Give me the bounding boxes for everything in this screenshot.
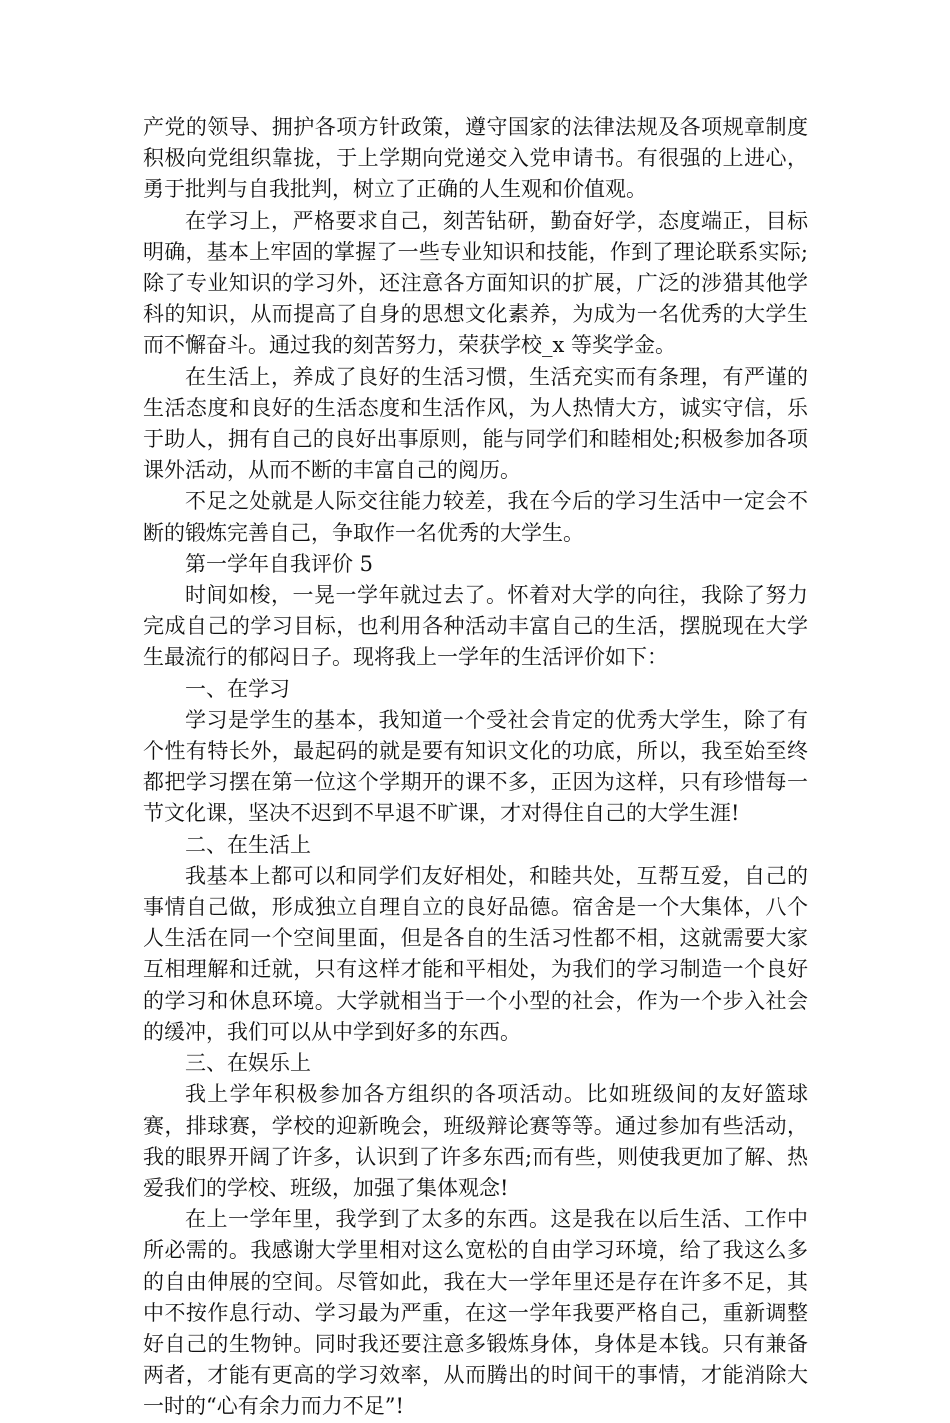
paragraph-intro: 时间如梭，一晃一学年就过去了。怀着对大学的向往，我除了努力完成自己的学习目标，也利用各种活动丰富自己的生活，摆脱现在大学生最流行的郁闷日子。现将我上一学年的生活评价如下： — [143, 583, 808, 670]
heading-life: 二、在生活上 — [185, 832, 311, 857]
heading-study: 一、在学习 — [185, 676, 290, 701]
paragraph-shortcomings: 不足之处就是人际交往能力较差，我在今后的学习生活中一定会不断的锻炼完善自己，争取作一名优秀的大学生。 — [143, 489, 808, 545]
heading-entertainment: 三、在娱乐上 — [185, 1051, 311, 1076]
paragraph-study: 学习是学生的基本，我知道一个受社会肯定的优秀大学生，除了有个性有特长外，最起码的就是要有知识文化的功底，所以，我至始至终都把学习摆在第一位这个学期开的课不多，正因为这样，只有珍惜每一节文化课，坚决不迟到不早退不旷课，才对得住自己的大学生涯! — [143, 707, 808, 826]
section-title-evaluation-5: 第一学年自我评价 5 — [185, 551, 374, 576]
paragraph-life-habits: 在生活上，养成了良好的生活习惯，生活充实而有条理，有严谨的生活态度和良好的生活态度和生活作风，为人热情大方，诚实守信，乐于助人，拥有自己的良好出事原则，能与同学们和睦相处;积极参加各项课外活动，从而不断的丰富自己的阅历。 — [143, 364, 808, 483]
document-body — [143, 112, 808, 1423]
paragraph-party-support: 产党的领导、拥护各项方针政策，遵守国家的法律法规及各项规章制度积极向党组织靠拢，于上学期向党递交入党申请书。有很强的上进心，勇于批判与自我批判，树立了正确的人生观和价值观。 — [143, 115, 808, 202]
paragraph-entertainment: 我上学年积极参加各方组织的各项活动。比如班级间的友好篮球赛，排球赛，学校的迎新晚会，班级辩论赛等等。通过参加有些活动，我的眼界开阔了许多，认识到了许多东西;而有些，则使我更加了解、热爱我们的学校、班级，加强了集体观念! — [143, 1082, 808, 1200]
paragraph-life: 我基本上都可以和同学们友好相处，和睦共处，互帮互爱，自己的事情自己做，形成独立自理自立的良好品德。宿舍是一个大集体，八个人生活在同一个空间里面，但是各自的生活习性都不相，这就需要大家互相理解和迁就，只有这样才能和平相处，为我们的学习制造一个良好的学习和休息环境。大学就相当于一个小型的社会，作为一个步入社会的缓冲，我们可以从中学到好多的东西。 — [143, 863, 808, 1044]
paragraph-conclusion: 在上一学年里，我学到了太多的东西。这是我在以后生活、工作中所必需的。我感谢大学里相对这么宽松的自由学习环境，给了我这么多的自由伸展的空间。尽管如此，我在大一学年里还是存在许多不足，其中不按作息行动、学习最为严重，在这一学年我要严格自己，重新调整好自己的生物钟。同时我还要注意多锻炼身体，身体是本钱。只有兼备两者，才能有更高的学习效率，从而腾出的时间干的事情，才能消除大一时的“心有余力而力不足”! — [143, 1207, 808, 1419]
paragraph-study-attitude: 在学习上，严格要求自己，刻苦钻研，勤奋好学，态度端正，目标明确，基本上牢固的掌握了一些专业知识和技能，作到了理论联系实际;除了专业知识的学习外，还注意各方面知识的扩展，广泛的涉猎其他学科的知识，从而提高了自身的思想文化素养，为成为一名优秀的大学生而不懈奋斗。通过我的刻苦努力，荣获学校_x 等奖学金。 — [143, 208, 808, 358]
